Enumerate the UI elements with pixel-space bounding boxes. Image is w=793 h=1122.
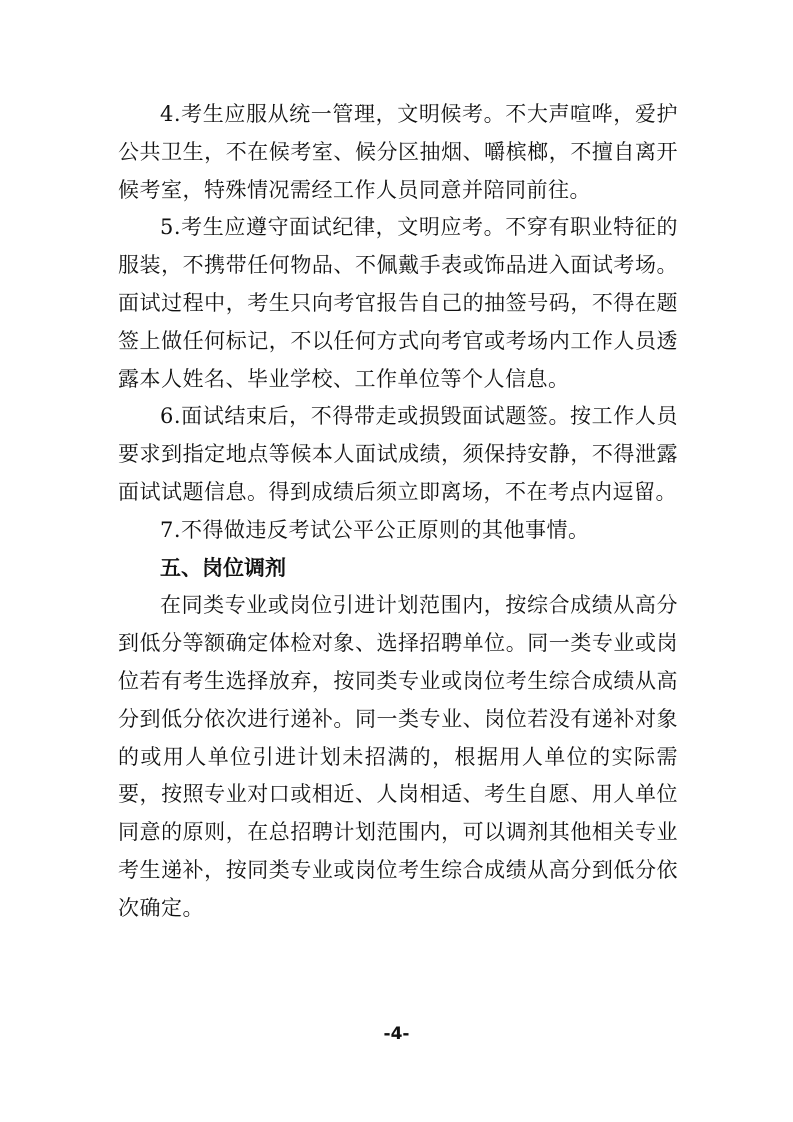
section-body-paragraph: 在同类专业或岗位引进计划范围内，按综合成绩从高分到低分等额确定体检对象、选择招聘单位。同一类专业或岗位若有考生选择放弃，按同类专业或岗位考生综合成绩从高分到低分依次进行递补。同一类专业、岗位若没有递补对象的或用人单位引进计划未招满的，根据用人单位的实际需要，按照专业对口或相近、人岗相适、考生自愿、用人单位同意的原则，在总招聘计划范围内，可以调剂其他相关专业考生递补，按同类专业或岗位考生综合成绩从高分到低分依次确定。 (118, 593, 678, 920)
paragraph-rule-4: 4.考生应服从统一管理，文明候考。不大声喧哗，爱护公共卫生，不在候考室、候分区抽烟、嚼槟榔，不擅自离开候考室，特殊情况需经工作人员同意并陪同前往。 (118, 102, 678, 202)
paragraph-rule-5: 5.考生应遵守面试纪律，文明应考。不穿有职业特征的服装，不携带任何物品、不佩戴手表或饰品进入面试考场。面试过程中，考生只向考官报告自己的抽签号码，不得在题签上做任何标记，不以任何方式向考官或考场内工作人员透露本人姓名、毕业学校、工作单位等个人信息。 (118, 215, 678, 391)
document-body (118, 96, 678, 928)
paragraph-rule-6: 6.面试结束后，不得带走或损毁面试题签。按工作人员要求到指定地点等候本人面试成绩，须保持安静，不得泄露面试试题信息。得到成绩后须立即离场，不在考点内逗留。 (118, 404, 678, 504)
page-number: -4- (383, 1024, 410, 1044)
paragraph-rule-7: 7.不得做违反考试公平公正原则的其他事情。 (160, 517, 590, 542)
section-heading: 五、岗位调剂 (160, 555, 286, 580)
